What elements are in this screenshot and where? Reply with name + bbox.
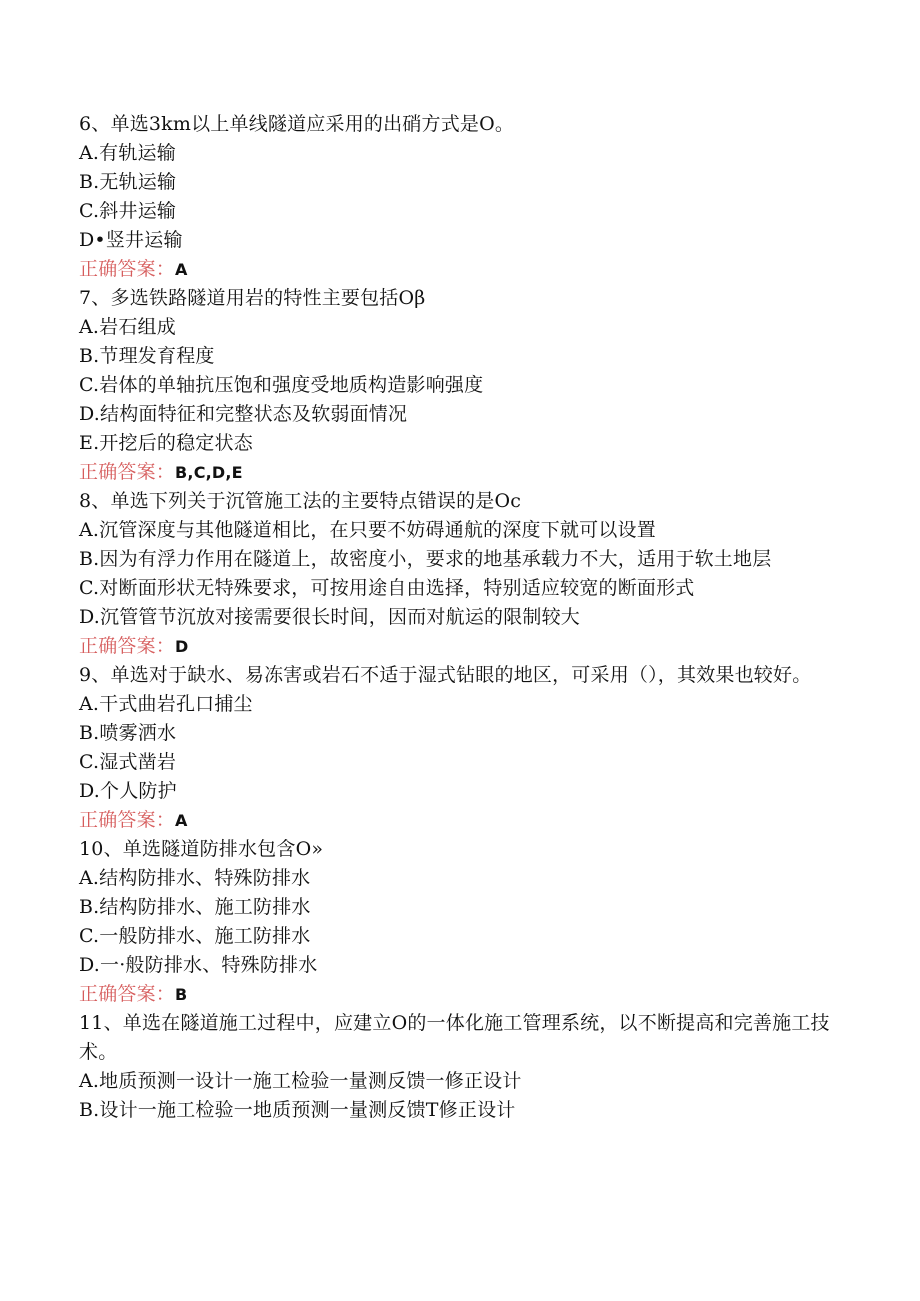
question-7-option-a: A.岩石组成 — [79, 316, 176, 338]
question-8-option-c: C.对断面形状无特殊要求，可按用途自由选择，特别适应较宽的断面形式 — [79, 577, 695, 599]
question-8-option-d: D.沉管管节沉放对接需要很长时间，因而对航运的限制较大 — [79, 606, 580, 628]
question-9-option-b: B.喷雾洒水 — [79, 722, 177, 744]
question-6-option-c: C.斜井运输 — [79, 200, 177, 222]
answer-value: D — [175, 637, 189, 656]
question-9-option-d: D.个人防护 — [79, 780, 177, 802]
question-7-option-b: B.节理发育程度 — [79, 345, 215, 367]
answer-label: 正确答案： — [79, 461, 176, 483]
answer-label: 正确答案： — [79, 809, 176, 831]
question-11-option-a: A.地质预测一设计一施工检验一量测反馈一修正设计 — [79, 1070, 522, 1092]
question-6-option-d: D•竖井运输 — [79, 229, 183, 251]
question-9-answer — [79, 806, 839, 835]
question-9-stem: 9、单选对于缺水、易冻害或岩石不适于湿式钻眼的地区，可采用（），其效果也较好。 — [79, 664, 812, 686]
answer-label: 正确答案： — [79, 258, 176, 280]
question-11-stem: 11、单选在隧道施工过程中，应建立O的一体化施工管理系统，以不断提高和完善施工技术。 — [79, 1012, 830, 1063]
question-8-option-a: A.沉管深度与其他隧道相比，在只要不妨碍通航的深度下就可以设置 — [79, 519, 656, 541]
question-10-option-c: C.一般防排水、施工防排水 — [79, 925, 311, 947]
question-6-option-b: B.无轨运输 — [79, 171, 177, 193]
question-6-answer — [79, 255, 839, 284]
question-6-option-a: A.有轨运输 — [79, 142, 176, 164]
answer-value: A — [175, 811, 188, 830]
answer-value: A — [175, 260, 188, 279]
question-10-answer — [79, 980, 839, 1009]
question-7-option-c: C.岩体的单轴抗压饱和强度受地质构造影响强度 — [79, 374, 484, 396]
question-10-option-d: D.一·般防排水、特殊防排水 — [79, 954, 318, 976]
question-10-option-b: B.结构防排水、施工防排水 — [79, 896, 311, 918]
question-6-stem: 6、单选3km以上单线隧道应采用的出硝方式是O。 — [79, 113, 515, 135]
answer-label: 正确答案： — [79, 983, 176, 1005]
question-8-answer — [79, 632, 839, 661]
answer-label: 正确答案： — [79, 635, 176, 657]
question-8-stem: 8、单选下列关于沉管施工法的主要特点错误的是Oc — [79, 490, 522, 512]
question-8-option-b: B.因为有浮力作用在隧道上，故密度小，要求的地基承载力不大，适用于软土地层 — [79, 548, 772, 570]
question-10-option-a: A.结构防排水、特殊防排水 — [79, 867, 311, 889]
question-7-option-d: D.结构面特征和完整状态及软弱面情况 — [79, 403, 408, 425]
question-9-option-a: A.干式曲岩孔口捕尘 — [79, 693, 253, 715]
question-10-stem: 10、单选隧道防排水包含O» — [79, 838, 324, 860]
question-7-answer — [79, 458, 839, 487]
document-page — [79, 110, 839, 1125]
answer-value: B — [175, 985, 188, 1004]
question-11-option-b: B.设计一施工检验一地质预测一量测反馈T修正设计 — [79, 1099, 516, 1121]
question-7-stem: 7、多选铁路隧道用岩的特性主要包括Oβ — [79, 287, 426, 309]
answer-value: B,C,D,E — [175, 463, 243, 482]
question-9-option-c: C.湿式凿岩 — [79, 751, 177, 773]
question-7-option-e: E.开挖后的稳定状态 — [79, 432, 253, 454]
